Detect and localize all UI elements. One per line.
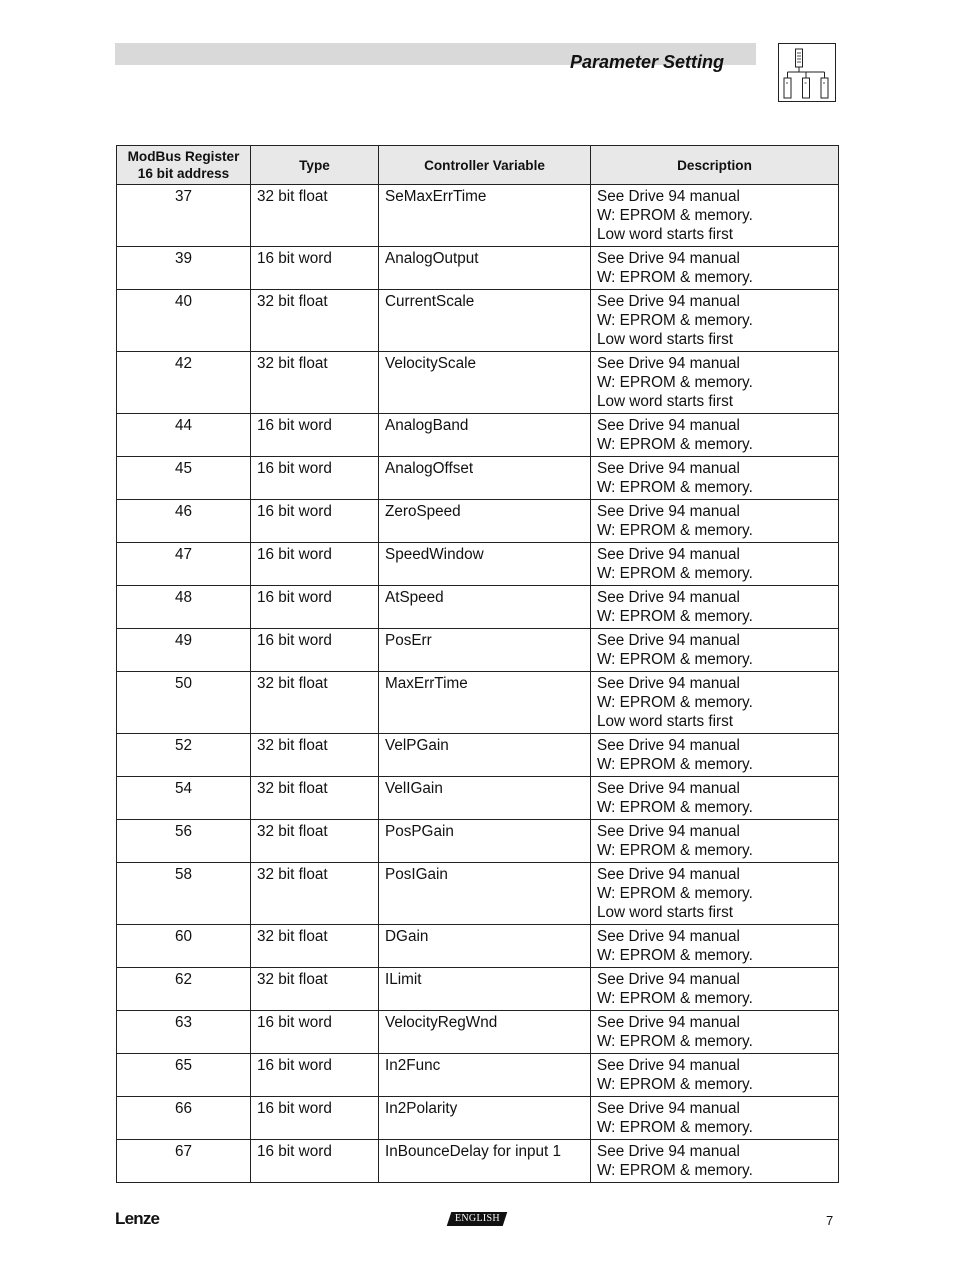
cell-description	[591, 185, 839, 247]
description-line: W: EPROM & memory.	[597, 799, 753, 817]
cell-description	[591, 777, 839, 820]
description-line: See Drive 94 manual	[597, 1100, 740, 1117]
description-line: W: EPROM & memory.	[597, 651, 753, 669]
cell-controller-variable: PosIGain	[379, 863, 591, 925]
description-line: See Drive 94 manual	[597, 293, 740, 310]
cell-address: 39	[117, 247, 251, 290]
cell-controller-variable: PosErr	[379, 629, 591, 672]
description-line: W: EPROM & memory.	[597, 565, 753, 583]
cell-address: 48	[117, 586, 251, 629]
cell-description	[591, 863, 839, 925]
cell-description	[591, 968, 839, 1011]
cell-address: 54	[117, 777, 251, 820]
cell-controller-variable: VelocityRegWnd	[379, 1011, 591, 1054]
cell-address: 49	[117, 629, 251, 672]
description-line: W: EPROM & memory.	[597, 374, 753, 392]
column-header-line: 16 bit address	[137, 166, 230, 181]
cell-controller-variable: ZeroSpeed	[379, 500, 591, 543]
cell-controller-variable: VelIGain	[379, 777, 591, 820]
cell-description	[591, 1097, 839, 1140]
table-row	[117, 1097, 839, 1140]
description-line: W: EPROM & memory.	[597, 522, 753, 540]
description-line: See Drive 94 manual	[597, 1143, 740, 1160]
description-line: See Drive 94 manual	[597, 1014, 740, 1031]
description-line: See Drive 94 manual	[597, 823, 740, 840]
table-row	[117, 247, 839, 290]
cell-description	[591, 820, 839, 863]
table-row	[117, 500, 839, 543]
language-label: ENGLISH	[454, 1213, 500, 1224]
cell-address: 62	[117, 968, 251, 1011]
cell-controller-variable: AnalogOffset	[379, 457, 591, 500]
cell-type: 32 bit float	[251, 863, 379, 925]
table-row	[117, 672, 839, 734]
cell-controller-variable: VelocityScale	[379, 352, 591, 414]
description-line: See Drive 94 manual	[597, 780, 740, 797]
cell-address: 65	[117, 1054, 251, 1097]
cell-description	[591, 500, 839, 543]
column-header-description: Description	[591, 146, 839, 185]
table-row	[117, 1011, 839, 1054]
cell-controller-variable: MaxErrTime	[379, 672, 591, 734]
table-header-row	[117, 146, 839, 185]
cell-type: 32 bit float	[251, 820, 379, 863]
cell-type: 16 bit word	[251, 500, 379, 543]
cell-description	[591, 290, 839, 352]
table-row	[117, 925, 839, 968]
table-row	[117, 820, 839, 863]
description-line: Low word starts first	[597, 904, 734, 922]
description-line: Low word starts first	[597, 226, 734, 244]
cell-controller-variable: InBounceDelay for input 1	[379, 1140, 591, 1183]
description-line: W: EPROM & memory.	[597, 947, 753, 965]
description-line: Low word starts first	[597, 331, 734, 349]
description-line: See Drive 94 manual	[597, 675, 740, 692]
cell-address: 45	[117, 457, 251, 500]
cell-address: 44	[117, 414, 251, 457]
cell-description	[591, 457, 839, 500]
cell-type: 16 bit word	[251, 629, 379, 672]
cell-address: 37	[117, 185, 251, 247]
table-body	[117, 185, 839, 1183]
cell-address: 52	[117, 734, 251, 777]
description-line: W: EPROM & memory.	[597, 436, 753, 454]
table-row	[117, 777, 839, 820]
description-line: W: EPROM & memory.	[597, 1119, 753, 1137]
table-row	[117, 586, 839, 629]
description-line: See Drive 94 manual	[597, 928, 740, 945]
description-line: See Drive 94 manual	[597, 546, 740, 563]
cell-address: 50	[117, 672, 251, 734]
description-line: See Drive 94 manual	[597, 503, 740, 520]
cell-type: 32 bit float	[251, 925, 379, 968]
cell-description	[591, 543, 839, 586]
cell-type: 32 bit float	[251, 352, 379, 414]
lenze-logo: Lenze	[115, 1209, 160, 1228]
column-header-modbus-register	[117, 146, 251, 185]
cell-description	[591, 1054, 839, 1097]
cell-description	[591, 629, 839, 672]
cell-description	[591, 586, 839, 629]
section-title: Parameter Setting	[569, 52, 724, 72]
cell-type: 16 bit word	[251, 586, 379, 629]
cell-type: 16 bit word	[251, 1097, 379, 1140]
cell-description	[591, 925, 839, 968]
parameter-table	[116, 145, 839, 1183]
cell-address: 42	[117, 352, 251, 414]
table-row	[117, 457, 839, 500]
cell-controller-variable: In2Func	[379, 1054, 591, 1097]
description-line: See Drive 94 manual	[597, 589, 740, 606]
cell-controller-variable: SeMaxErrTime	[379, 185, 591, 247]
cell-type: 16 bit word	[251, 247, 379, 290]
description-line: See Drive 94 manual	[597, 460, 740, 477]
cell-description	[591, 247, 839, 290]
description-line: W: EPROM & memory.	[597, 608, 753, 626]
description-line: W: EPROM & memory.	[597, 885, 753, 903]
cell-type: 32 bit float	[251, 185, 379, 247]
table-row	[117, 352, 839, 414]
cell-type: 16 bit word	[251, 414, 379, 457]
cell-type: 32 bit float	[251, 777, 379, 820]
cell-type: 16 bit word	[251, 1140, 379, 1183]
description-line: W: EPROM & memory.	[597, 479, 753, 497]
cell-description	[591, 414, 839, 457]
cell-type: 16 bit word	[251, 543, 379, 586]
cell-address: 47	[117, 543, 251, 586]
description-line: See Drive 94 manual	[597, 250, 740, 267]
table-row	[117, 543, 839, 586]
cell-type: 16 bit word	[251, 457, 379, 500]
cell-controller-variable: AnalogOutput	[379, 247, 591, 290]
description-line: See Drive 94 manual	[597, 971, 740, 988]
description-line: See Drive 94 manual	[597, 737, 740, 754]
cell-address: 40	[117, 290, 251, 352]
description-line: See Drive 94 manual	[597, 417, 740, 434]
cell-type: 32 bit float	[251, 290, 379, 352]
table-row	[117, 734, 839, 777]
description-line: See Drive 94 manual	[597, 188, 740, 205]
column-header-type: Type	[251, 146, 379, 185]
cell-address: 63	[117, 1011, 251, 1054]
description-line: Low word starts first	[597, 713, 734, 731]
cell-type: 16 bit word	[251, 1011, 379, 1054]
description-line: See Drive 94 manual	[597, 355, 740, 372]
column-header-line: ModBus Register	[127, 149, 240, 164]
description-line: W: EPROM & memory.	[597, 990, 753, 1008]
table-row	[117, 968, 839, 1011]
cell-address: 66	[117, 1097, 251, 1140]
table-row	[117, 414, 839, 457]
description-line: W: EPROM & memory.	[597, 1033, 753, 1051]
cell-address: 58	[117, 863, 251, 925]
cell-type: 32 bit float	[251, 968, 379, 1011]
cell-description	[591, 1011, 839, 1054]
description-line: W: EPROM & memory.	[597, 842, 753, 860]
table-row	[117, 1054, 839, 1097]
table-row	[117, 290, 839, 352]
table-row	[117, 863, 839, 925]
description-line: W: EPROM & memory.	[597, 312, 753, 330]
description-line: See Drive 94 manual	[597, 866, 740, 883]
cell-controller-variable: DGain	[379, 925, 591, 968]
description-line: See Drive 94 manual	[597, 632, 740, 649]
cell-address: 56	[117, 820, 251, 863]
description-line: W: EPROM & memory.	[597, 269, 753, 287]
cell-controller-variable: SpeedWindow	[379, 543, 591, 586]
description-line: W: EPROM & memory.	[597, 756, 753, 774]
cell-type: 32 bit float	[251, 734, 379, 777]
cell-description	[591, 1140, 839, 1183]
cell-address: 67	[117, 1140, 251, 1183]
cell-controller-variable: ILimit	[379, 968, 591, 1011]
network-topology-icon	[778, 43, 836, 102]
column-header-controller-variable: Controller Variable	[379, 146, 591, 185]
table-row	[117, 629, 839, 672]
page-number: 7	[826, 1213, 834, 1228]
cell-type: 32 bit float	[251, 672, 379, 734]
cell-controller-variable: AtSpeed	[379, 586, 591, 629]
cell-description	[591, 672, 839, 734]
table-row	[117, 185, 839, 247]
table-row	[117, 1140, 839, 1183]
cell-address: 60	[117, 925, 251, 968]
cell-controller-variable: VelPGain	[379, 734, 591, 777]
cell-controller-variable: In2Polarity	[379, 1097, 591, 1140]
description-line: W: EPROM & memory.	[597, 1076, 753, 1094]
cell-controller-variable: AnalogBand	[379, 414, 591, 457]
cell-controller-variable: PosPGain	[379, 820, 591, 863]
cell-type: 16 bit word	[251, 1054, 379, 1097]
cell-description	[591, 352, 839, 414]
description-line: W: EPROM & memory.	[597, 694, 753, 712]
language-badge	[447, 1212, 508, 1226]
cell-description	[591, 734, 839, 777]
description-line: See Drive 94 manual	[597, 1057, 740, 1074]
cell-controller-variable: CurrentScale	[379, 290, 591, 352]
description-line: Low word starts first	[597, 393, 734, 411]
description-line: W: EPROM & memory.	[597, 1162, 753, 1180]
cell-address: 46	[117, 500, 251, 543]
description-line: W: EPROM & memory.	[597, 207, 753, 225]
